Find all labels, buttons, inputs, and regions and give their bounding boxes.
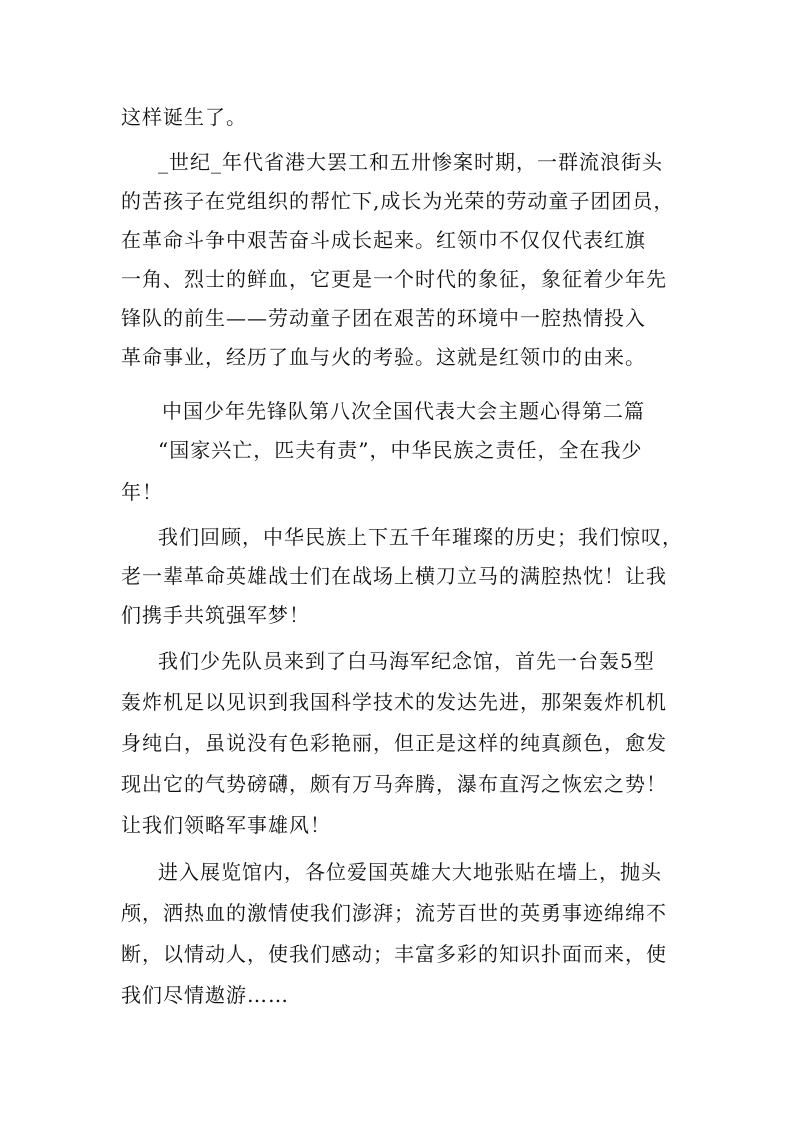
paragraph-line: 我们尽情遨游…… <box>121 983 289 1007</box>
paragraph-line: 身纯白，虽说没有色彩艳丽，但正是这样的纯真颜色，愈发 <box>121 731 667 755</box>
paragraph-line: 这样诞生了。 <box>121 105 247 129</box>
paragraph-line: 年！ <box>121 480 163 504</box>
section-heading: 中国少年先锋队第八次全国代表大会主题心得第二篇 <box>162 399 645 423</box>
paragraph-line: 的苦孩子在党组织的帮忙下,成长为光荣的劳动童子团团员， <box>121 189 675 213</box>
paragraph-line: 断，以情动人，使我们感动；丰富多彩的知识扑面而来，使 <box>121 942 667 966</box>
paragraph-line: 们携手共筑强军梦！ <box>121 603 310 627</box>
paragraph-line: 轰炸机足以见识到我国科学技术的发达先进，那架轰炸机机 <box>121 690 667 714</box>
paragraph-line: 革命事业，经历了血与火的考验。这就是红领巾的由来。 <box>121 345 646 369</box>
paragraph-line: 现出它的气势磅礴，颇有万马奔腾，瀑布直泻之恢宏之势！ <box>121 772 667 796</box>
paragraph-line: 一角、烈士的鲜血，它更是一个时代的象征，象征着少年先 <box>121 267 667 291</box>
paragraph-line: “国家兴亡，匹夫有责”，中华民族之责任，全在我少 <box>158 438 643 462</box>
paragraph-line: 老一辈革命英雄战士们在战场上横刀立马的满腔热忱！让我 <box>121 564 667 588</box>
paragraph-line: 在革命斗争中艰苦奋斗成长起来。红领巾不仅仅代表红旗 <box>121 228 646 252</box>
paragraph-line: 我们少先队员来到了白马海军纪念馆，首先一台轰5型 <box>158 649 655 673</box>
paragraph-line: 让我们领略军事雄风！ <box>121 813 331 837</box>
paragraph-line: 我们回顾，中华民族上下五千年璀璨的历史；我们惊叹， <box>158 525 683 549</box>
paragraph-line: 锋队的前生——劳动童子团在艰苦的环境中一腔热情投入 <box>121 306 646 330</box>
paragraph-line: 进入展览馆内，各位爱国英雄大大地张贴在墙上，抛头 <box>158 860 662 884</box>
paragraph-line: _世纪_年代省港大罢工和五卅惨案时期，一群流浪街头 <box>158 150 663 174</box>
paragraph-line: 颅，洒热血的激情使我们澎湃；流芳百世的英勇事迹绵绵不 <box>121 901 667 925</box>
